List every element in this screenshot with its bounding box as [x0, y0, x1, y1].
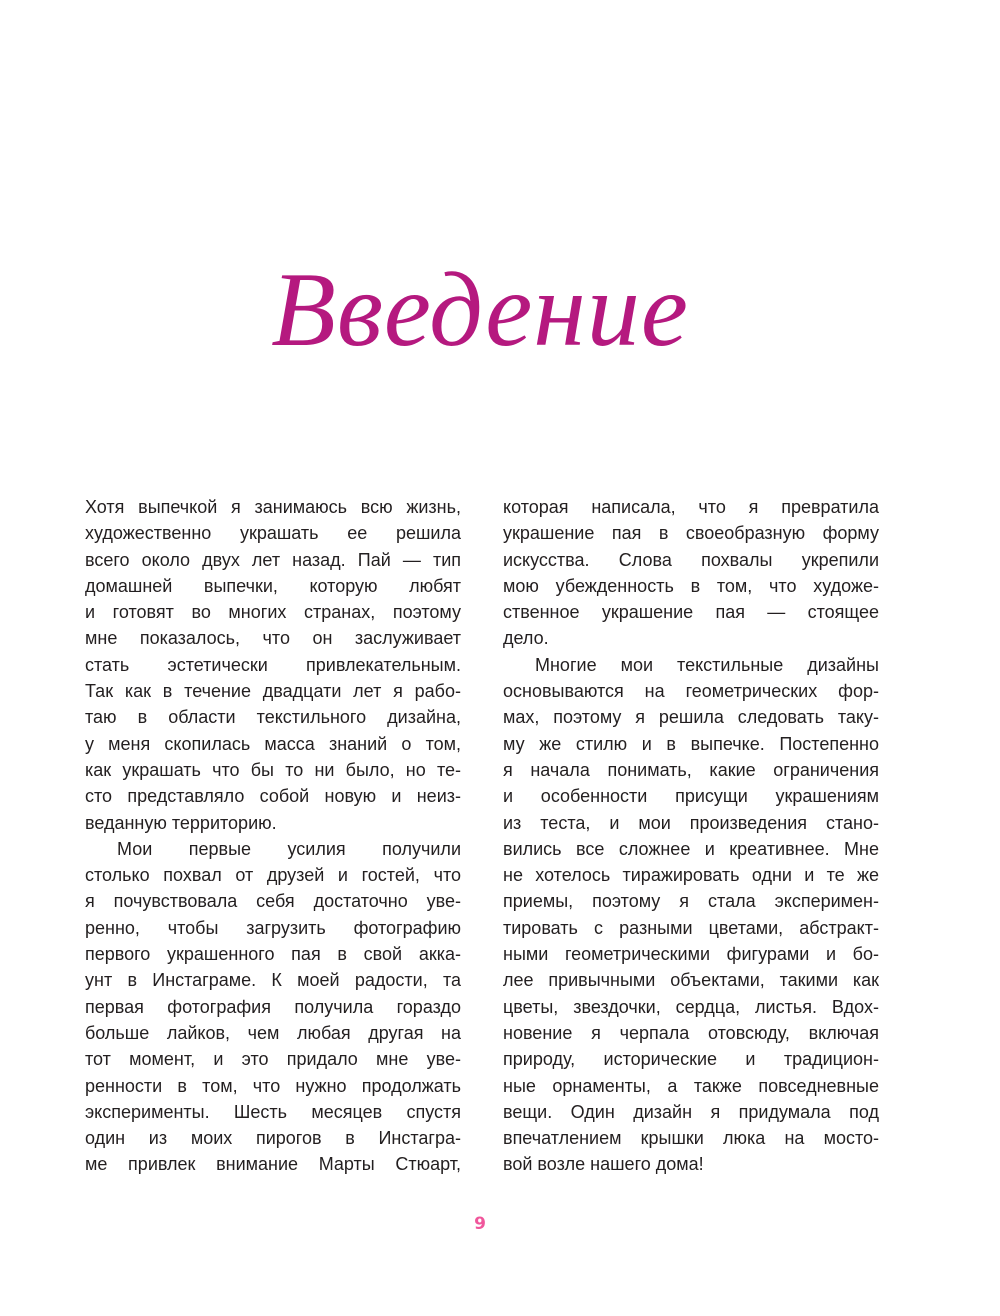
text-line: сто представляло собой новую и неиз- [85, 786, 461, 807]
text-line: художественно украшать ее решила [85, 523, 461, 544]
text-line: вились все сложнее и креативнее. Мне [503, 838, 879, 859]
text-line: тировать с разными цветами, абстракт- [503, 917, 879, 938]
text-line: природу, исторические и традицион- [503, 1049, 879, 1070]
text-line: как украшать что бы то ни было, но те- [85, 759, 461, 780]
text-line: первая фотография получила гораздо [85, 996, 461, 1017]
text-line: унт в Инстаграме. К моей радости, та [85, 970, 461, 991]
text-line: вещи. Один дизайн я придумала под [503, 1101, 879, 1122]
text-column-left [85, 494, 461, 1178]
text-line: мах, поэтому я решила следовать таку- [503, 707, 879, 728]
paragraph [85, 836, 461, 1178]
text-line: Так как в течение двадцати лет я рабо- [85, 681, 461, 702]
text-line: впечатлением крышки люка на мосто- [503, 1128, 879, 1149]
text-line: таю в области текстильного дизайна, [85, 707, 461, 728]
text-line: мою убежденность в том, что художе- [503, 575, 879, 596]
text-line: искусства. Слова похвалы укрепили [503, 549, 879, 570]
text-line: ственное украшение пая — стоящее [503, 602, 879, 623]
paragraph [85, 494, 461, 836]
text-line: му же стилю и в выпечке. Постепенно [503, 733, 879, 754]
text-line: Многие мои текстильные дизайны [535, 654, 879, 675]
text-line: я начала понимать, какие ограничения [503, 759, 879, 780]
text-line: основываются на геометрических фор- [503, 681, 879, 702]
text-line: вой возле нашего дома! [503, 1154, 704, 1175]
text-line: ные орнаменты, а также повседневные [503, 1075, 879, 1096]
text-line: новение я черпала отовсюду, включая [503, 1022, 879, 1043]
paragraph [503, 652, 879, 1178]
text-line: которая написала, что я превратила [503, 497, 879, 517]
text-line: домашней выпечки, которую любят [85, 575, 461, 596]
text-line: больше лайков, чем любая другая на [85, 1022, 461, 1043]
text-line: дело. [503, 628, 549, 649]
text-line: не хотелось тиражировать одни и те же [503, 865, 879, 886]
text-line: цветы, звездочки, сердца, листья. Вдох- [503, 996, 879, 1017]
text-line: я почувствовала себя достаточно уве- [85, 891, 461, 912]
text-line: тот момент, и это придало мне уве- [85, 1049, 461, 1070]
text-line: и готовят во многих странах, поэтому [85, 602, 461, 623]
text-line: и особенности присущи украшениям [503, 786, 879, 807]
text-line: украшение пая в своеобразную форму [503, 523, 879, 544]
text-line: у меня скопилась масса знаний о том, [85, 733, 461, 754]
text-line: ными геометрическими фигурами и бо- [503, 944, 879, 965]
text-line: ренности в том, что нужно продолжать [85, 1075, 461, 1096]
text-line: из теста, и мои произведения стано- [503, 812, 879, 833]
text-line: ренно, чтобы загрузить фотографию [85, 917, 461, 938]
page-number: 9 [474, 1214, 486, 1234]
text-column-right [503, 494, 879, 1178]
page-title: Введение [271, 251, 689, 368]
text-line: эксперименты. Шесть месяцев спустя [85, 1101, 461, 1122]
text-line: веданную территорию. [85, 812, 277, 833]
text-line: лее привычными объектами, такими как [503, 970, 879, 991]
paragraph [503, 494, 879, 652]
text-line: приемы, поэтому я стала эксперимен- [503, 891, 879, 912]
text-line: Хотя выпечкой я занимаюсь всю жизнь, [85, 497, 461, 517]
text-line: Мои первые усилия получили [117, 838, 461, 859]
text-line: всего около двух лет назад. Пай — тип [85, 549, 461, 570]
text-line: столько похвал от друзей и гостей, что [85, 865, 461, 886]
text-line: мне показалось, что он заслуживает [85, 628, 461, 649]
text-line: ме привлек внимание Марты Стюарт, [85, 1154, 461, 1175]
text-line: один из моих пирогов в Инстагра- [85, 1128, 461, 1149]
text-line: стать эстетически привлекательным. [85, 654, 461, 675]
text-line: первого украшенного пая в свой акка- [85, 944, 461, 965]
